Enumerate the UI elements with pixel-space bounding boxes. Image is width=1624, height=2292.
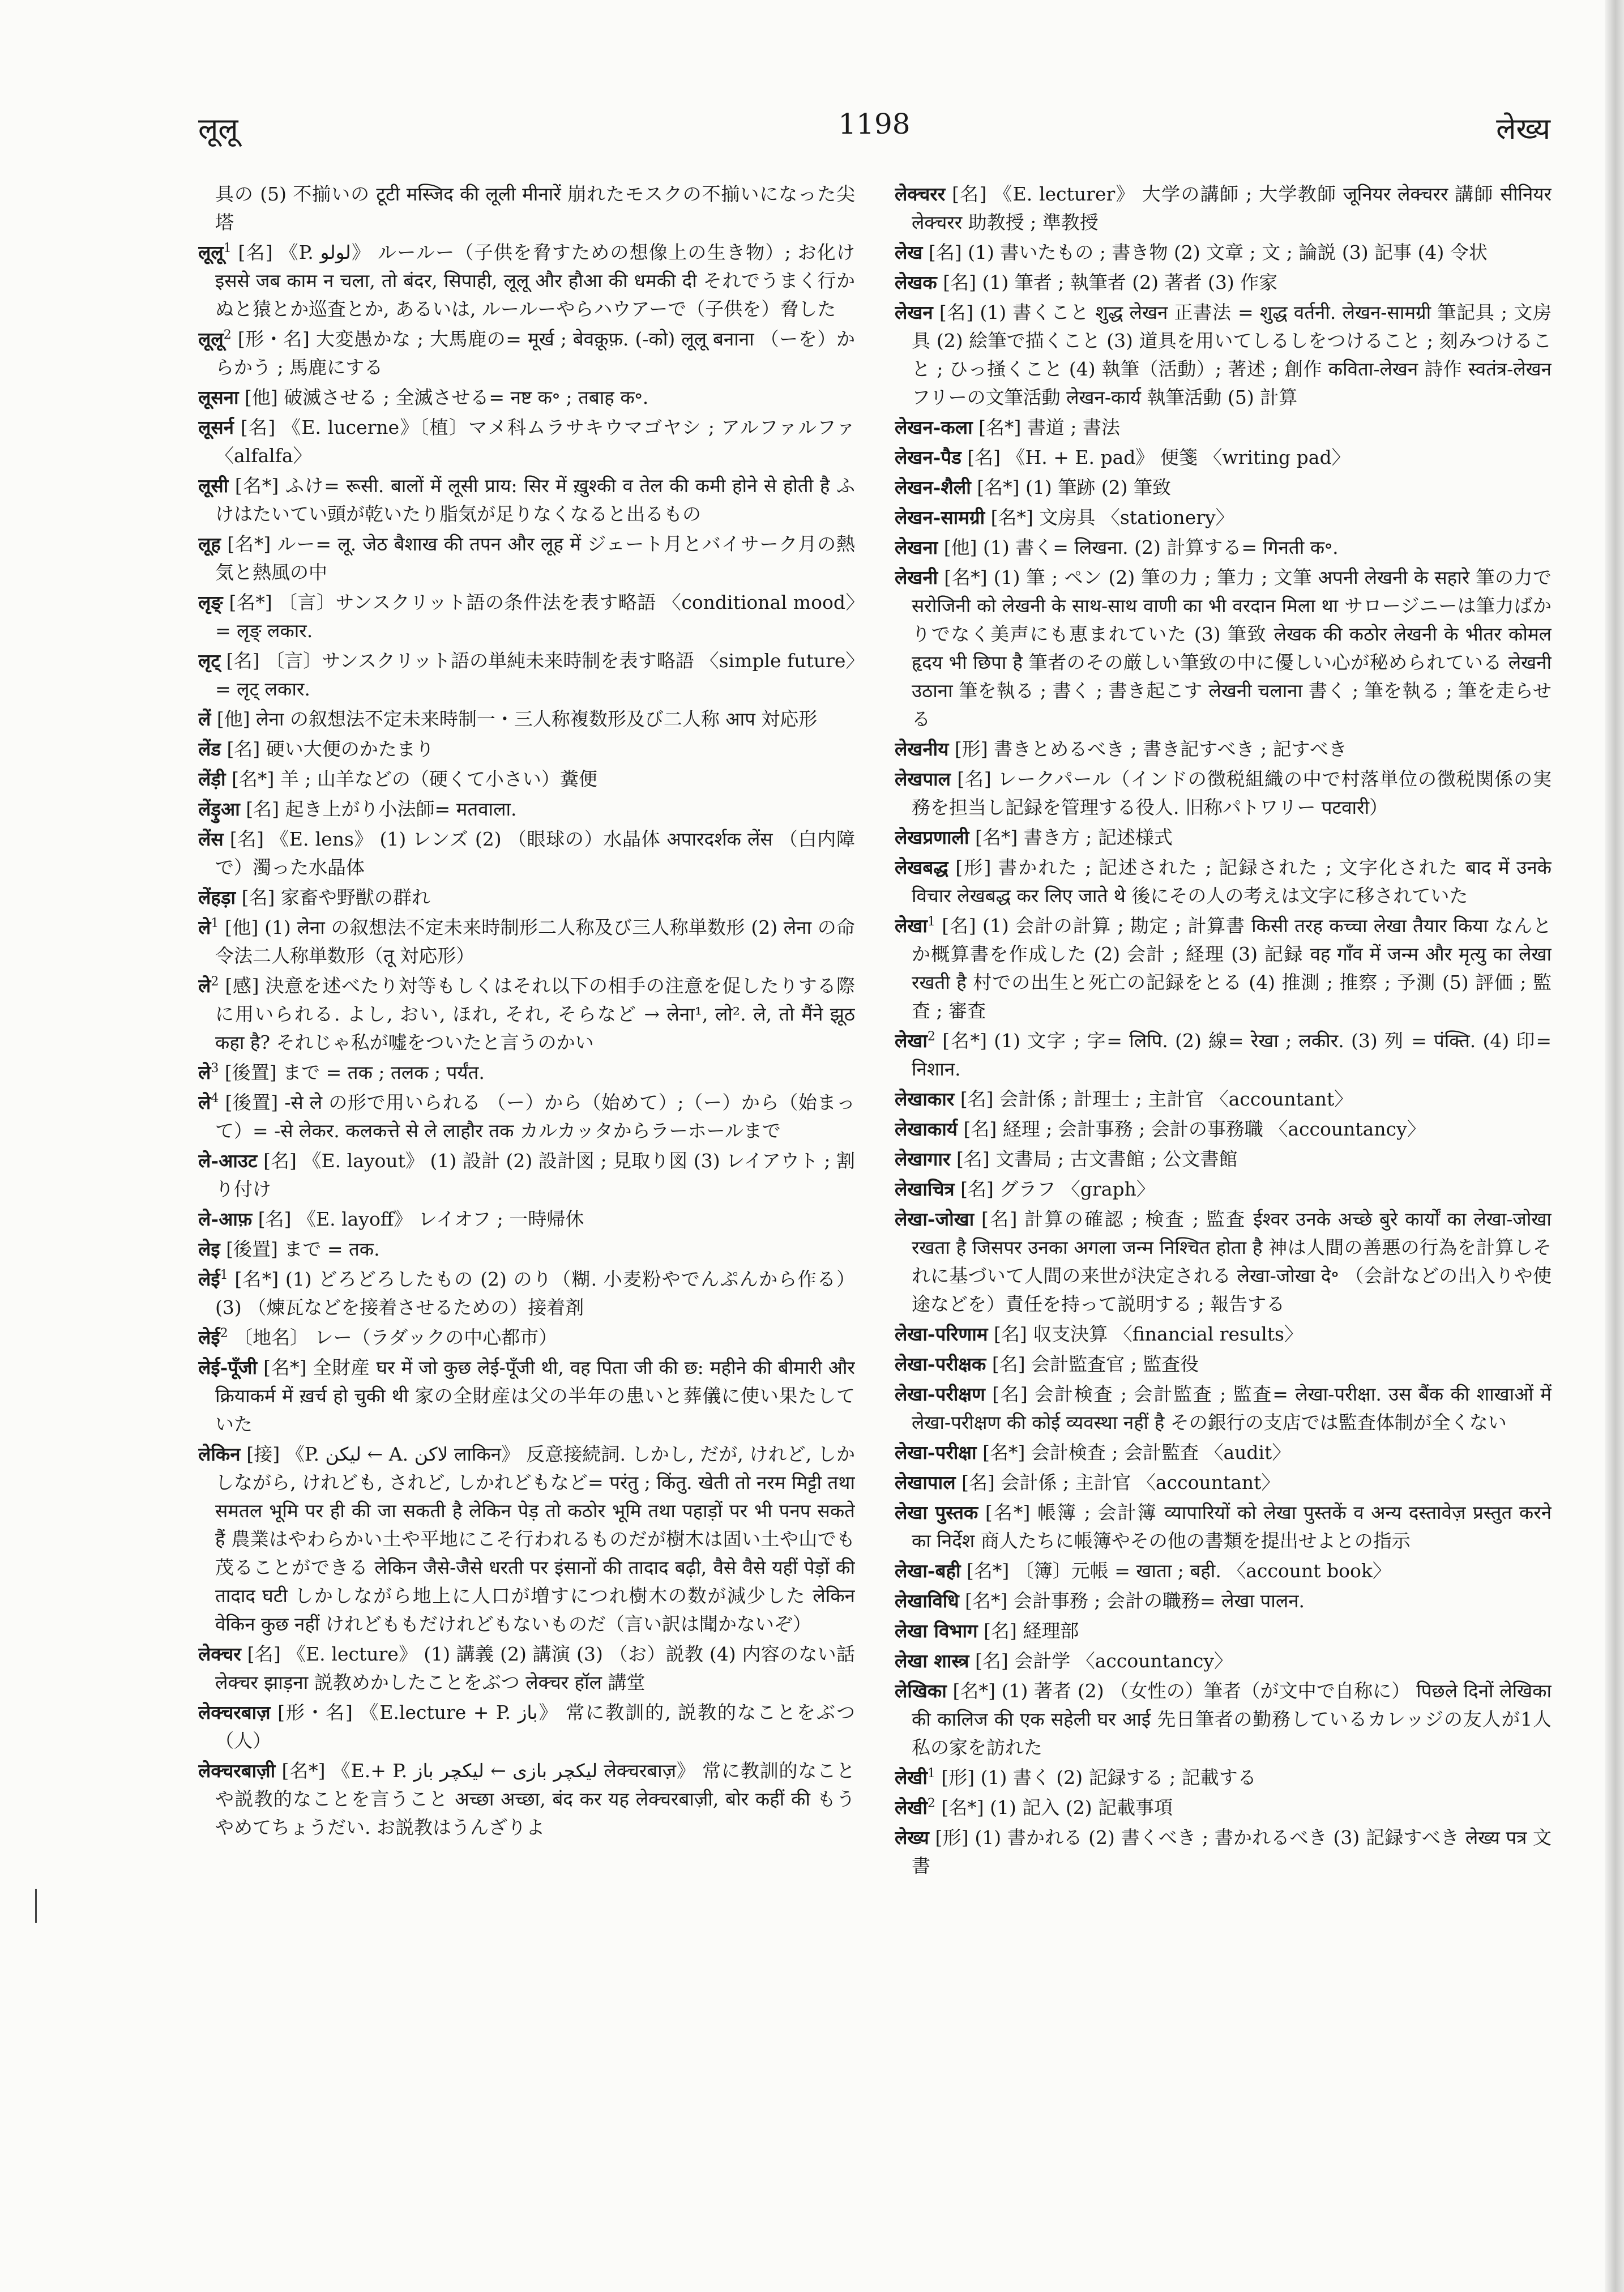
dictionary-entry [198, 1354, 855, 1439]
entry-headword: लेखाचित्र [895, 1178, 955, 1200]
entry-definition: 《E. layout》 (1) 設計 (2) 設計図 ; 見取り図 (3) レイアウト ; 割り付け [215, 1150, 855, 1200]
entry-headword: लूसर्न [198, 416, 234, 438]
entry-definition: 硬い大便のかたまり [266, 738, 434, 760]
part-of-speech-tag: [名] [943, 271, 976, 293]
part-of-speech-tag: [名] [975, 1650, 1008, 1672]
part-of-speech-tag: [名] [992, 1353, 1025, 1375]
entry-headword: लूसी [198, 475, 229, 497]
part-of-speech-tag: [形] [954, 738, 988, 760]
entry-definition: (1) 書くこと शुद्ध लेखन 正書法 = शुद्ध वर्तनी. लेखन-सामग्री 筆記具 ; 文房具 (2) 絵筆で描くこと (3) 道具を用いてしるしをつけること ; 刻みつけること ; ひっ掻くこと (4) 執筆（活動）; 著述 ; 創作 कविता-लेखन 詩作 स्वतंत्र-लेखन フリーの文筆活動 लेखन-कार्य 執筆活動 (5) 計算 [912, 301, 1552, 408]
dictionary-entry [198, 1265, 855, 1322]
dictionary-entry [895, 1439, 1552, 1467]
dictionary-entry [198, 825, 855, 882]
entry-definition: 〔言〕サンスクリット語の条件法を表す略語 〈conditional mood〉= लृङ् लकार. [215, 591, 855, 642]
entry-definition: 文書局 ; 古文書館 ; 公文書館 [995, 1148, 1238, 1170]
part-of-speech-tag: [他] [943, 536, 977, 558]
part-of-speech-tag: [名] [942, 915, 976, 937]
header-left-guideword: लूलू [198, 112, 238, 146]
entry-definition: 書道 ; 書法 [1027, 416, 1121, 438]
part-of-speech-tag: [名] [967, 446, 1001, 468]
homograph-number: 1 [220, 1268, 228, 1282]
dictionary-entry [895, 1587, 1552, 1615]
part-of-speech-tag: [他] [216, 708, 250, 730]
entry-headword: लेखी [895, 1796, 928, 1819]
dictionary-entry [895, 180, 1552, 237]
dictionary-entry [895, 1175, 1552, 1203]
dictionary-entry [895, 564, 1552, 733]
dictionary-entry [895, 1794, 1552, 1822]
part-of-speech-tag: [名] [263, 1150, 297, 1172]
dictionary-entry [895, 1677, 1552, 1762]
entry-definition: (1) 著者 (2) （女性の）筆者（が文中で自称に） पिछले दिनों लेखिका की कालिज की एक सहेली घर आई 先日筆者の勤務しているカレッジの友人が1人私の家を訪れた [912, 1680, 1552, 1759]
entry-headword: लृट् [198, 650, 221, 672]
dictionary-entry [198, 1757, 855, 1842]
page-header [198, 108, 1550, 153]
part-of-speech-tag: [名*] [229, 591, 272, 613]
entry-headword: ले-आउट [198, 1150, 258, 1172]
part-of-speech-tag: [名*] [232, 768, 275, 790]
entry-definition: (1) 書いたもの ; 書き物 (2) 文章 ; 文 ; 論説 (3) 記事 (4) 令状 [968, 241, 1488, 263]
part-of-speech-tag: [名] [939, 301, 974, 323]
part-of-speech-tag: [名*] [990, 506, 1033, 528]
margin-mark [35, 1889, 37, 1923]
entry-definition: 会計検査 ; 会計監査 〈audit〉 [1031, 1441, 1291, 1463]
dictionary-entry [895, 533, 1552, 562]
dictionary-entry [895, 1557, 1552, 1585]
part-of-speech-tag: [名] [992, 1383, 1028, 1405]
entry-definition: ルー= लू. जेठ बैशाख की तपन और लूह में ジェート月とバイサーク月の熱気と熱風の中 [215, 533, 855, 583]
part-of-speech-tag: [名] [952, 183, 987, 205]
entry-definition: レークパール（インドの徴税組織の中で村落単位の徴税関係の実務を担当し記録を管理する役人. 旧称パトワリー पटवारी） [912, 768, 1552, 818]
entry-headword: लेखा विभाग [895, 1620, 978, 1642]
entry-definition: 文房具 〈stationery〉 [1039, 506, 1234, 528]
entry-definition: 《E. lucerne》〔植〕マメ科ムラサキウマゴヤシ ; アルファルファ 〈alfalfa〉 [215, 416, 855, 467]
entry-definition: グラフ 〈graph〉 [999, 1178, 1155, 1200]
entry-definition: (1) 書かれる (2) 書くべき ; 書かれるべき (3) 記録すべき लेख्य पत्र 文書 [912, 1826, 1552, 1877]
entry-headword: लेंड [198, 738, 221, 760]
part-of-speech-tag: [名] [961, 1471, 995, 1493]
part-of-speech-tag: [形] [941, 1766, 975, 1789]
dictionary-entry [198, 180, 855, 237]
part-of-speech-tag: [名] [226, 650, 260, 672]
dictionary-entry [198, 383, 855, 412]
entry-headword: लेई-पूँजी [198, 1356, 258, 1378]
part-of-speech-tag: 〔地名〕 [234, 1326, 309, 1348]
homograph-number: 3 [211, 1061, 219, 1075]
dictionary-entry [895, 1469, 1552, 1497]
part-of-speech-tag: [名*] [227, 533, 271, 555]
entry-definition: 《E. lecture》 (1) 講義 (2) 講演 (3) （お）説教 (4) 内容のない話 लेक्चर झाड़ना 説教めかしたことをぶつ लेक्चर हॉल 講堂 [215, 1643, 855, 1693]
entry-definition: 会計監査官 ; 監査役 [1031, 1353, 1199, 1375]
part-of-speech-tag: [名] [957, 768, 992, 790]
entry-headword: लेखनी [895, 566, 938, 588]
dictionary-entry [895, 1764, 1552, 1792]
homograph-number: 4 [211, 1091, 219, 1106]
part-of-speech-tag: [名] [247, 1643, 281, 1665]
entry-headword: लेखन-पैड [895, 446, 961, 468]
entry-definition: 帳簿 ; 会計簿 व्यापारियों को लेखा पुस्तकें व अन्य दस्तावेज़ प्रस्तुत करने का निर्देश 商人たちに帳簿やその他の書類を提出せよとの指示 [912, 1501, 1552, 1552]
dictionary-entry [895, 823, 1552, 852]
dictionary-entry [895, 1115, 1552, 1143]
dictionary-entry [895, 1617, 1552, 1645]
entry-headword: लेखन [895, 301, 933, 323]
part-of-speech-tag: [名] [960, 1178, 994, 1200]
dictionary-entry [895, 765, 1552, 822]
dictionary-entry [895, 1027, 1552, 1083]
entry-definition: 大変愚かな ; 大馬鹿の= मूर्ख ; बेवक़ूफ़. (-को) लूलू बनाना （ーを）からかう ; 馬鹿にする [215, 328, 855, 378]
entry-definition: (1) どろどろしたもの (2) のり（糊. 小麦粉やでんぷんから作る） (3) （煉瓦などを接着させるための）接着剤 [215, 1268, 855, 1318]
entry-headword: लेखा [895, 1030, 928, 1052]
dictionary-entry [895, 1350, 1552, 1378]
dictionary-entry [895, 473, 1552, 502]
dictionary-entry [895, 1085, 1552, 1113]
entry-definition: まで = तक. [284, 1238, 380, 1260]
entry-headword: लूह [198, 533, 221, 555]
entry-headword: लें [198, 708, 211, 730]
dictionary-entry [198, 1324, 855, 1352]
homograph-number: 2 [927, 1796, 935, 1811]
dictionary-entry [895, 238, 1552, 267]
entry-headword: लेखना [895, 536, 938, 558]
entry-headword: लृङ् [198, 591, 223, 613]
entry-definition: 起き上がり小法師= मतवाला. [285, 798, 517, 820]
part-of-speech-tag: [名] [229, 828, 264, 850]
entry-definition: 会計係 ; 主計官 〈accountant〉 [1001, 1471, 1280, 1493]
entry-headword: लेक्चरबाज़ [198, 1701, 271, 1723]
part-of-speech-tag: [他] [225, 916, 259, 938]
entry-definition: 経理 ; 会計事務 ; 会計の事務職 〈accountancy〉 [1002, 1118, 1426, 1140]
dictionary-entry [198, 1089, 855, 1145]
entry-headword: लेखन-शैली [895, 476, 971, 498]
part-of-speech-tag: [後置] [226, 1238, 278, 1260]
entry-headword: ले [198, 975, 211, 997]
entry-definition: 《E. lecturer》 大学の講師 ; 大学教師 जूनियर लेक्चरर 講師 सीनियर लेक्चरर 助教授 ; 準教授 [912, 183, 1552, 233]
dictionary-entry [198, 705, 855, 733]
homograph-number: 1 [927, 1766, 935, 1781]
part-of-speech-tag: [名*] [234, 475, 279, 497]
part-of-speech-tag: [名*] [985, 1501, 1031, 1523]
entry-headword: लेंहड़ा [198, 886, 236, 908]
entry-definition: 〔言〕サンスクリット語の単純未来時制を表す略語 〈simple future〉= लृट् लकार. [215, 650, 855, 700]
part-of-speech-tag: [名*] [263, 1356, 307, 1378]
part-of-speech-tag: [名*] [952, 1680, 995, 1702]
right-column [895, 180, 1552, 2117]
part-of-speech-tag: [名] [258, 1208, 292, 1230]
entry-headword: लेखा [895, 915, 928, 937]
entry-headword: लेखक [895, 271, 937, 293]
entry-definition: 《E. lens》 (1) レンズ (2) （眼球の）水晶体 अपारदर्शक लेंस （白内障で）濁った水晶体 [215, 828, 855, 878]
dictionary-entry [895, 853, 1552, 910]
entry-definition: (1) 筆 ; ペン (2) 筆の力 ; 筆力 ; 文筆 अपनी लेखनी के सहारे 筆の力で सरोजिनी को लेखनी के साथ-साथ वाणी का भी वरदान मिला था サロージニーは筆力ばかりでなく美声にも恵まれていた (3) 筆致 लेखक की कठोर लेखनी के भीतर कोमल हृदय भी छिपा है 筆者のその厳しい筆致の中に優しい心が秘められている लेखनी उठाना 筆を執る ; 書く ; 書き起こす लेखनी चलाना 書く ; 筆を執る ; 筆を走らせる [912, 566, 1552, 730]
part-of-speech-tag: [形] [955, 856, 992, 878]
dictionary-entry [198, 325, 855, 382]
entry-definition: (1) 書く= लिखना. (2) 計算する= गिनती क॰. [982, 536, 1339, 558]
dictionary-entry [895, 735, 1552, 763]
part-of-speech-tag: [名*] [975, 826, 1018, 848]
entry-headword: लेखा-बही [895, 1560, 961, 1582]
entry-definition: 決意を述べたり対等もしくはそれ以下の相手の注意を促したりする際に用いられる. よし, おい, ほれ, それ, そらなど → लेना¹, लो². ले, तो मैंने झूठ कहा है? それじゃ私が嘘をついたと言うのかい [215, 975, 855, 1053]
part-of-speech-tag: [名*] [978, 416, 1022, 438]
part-of-speech-tag: [形・名] [237, 328, 310, 350]
entry-definition: (1) 筆者 ; 執筆者 (2) 著者 (3) 作家 [982, 271, 1278, 293]
part-of-speech-tag: [名] [238, 241, 273, 263]
dictionary-entry [895, 268, 1552, 297]
entry-definition: 《H. + E. pad》 便箋 〈writing pad〉 [1006, 446, 1351, 468]
entry-headword: लेंस [198, 828, 224, 850]
homograph-number: 2 [223, 328, 232, 342]
entry-definition: (1) 記入 (2) 記載事項 [990, 1796, 1173, 1819]
entry-headword: लेखाविधि [895, 1590, 959, 1612]
part-of-speech-tag: [名] [956, 1148, 990, 1170]
part-of-speech-tag: [名] [241, 886, 275, 908]
dictionary-entry [895, 503, 1552, 532]
entry-definition: 書かれた ; 記述された ; 記録された ; 文字化された बाद में उनके विचार लेखबद्ध कर लिए जाते थे 後にその人の考えは文字に移されていた [912, 856, 1552, 907]
entry-definition: 具の (5) 不揃いの टूटी मस्जिद की लूली मीनारें 崩れたモスクの不揃いになった尖塔 [215, 183, 855, 233]
dictionary-entry [198, 530, 855, 587]
dictionary-entry [198, 413, 855, 470]
entry-headword: ले [198, 1061, 211, 1083]
entry-headword: लेखबद्ध [895, 856, 948, 878]
entry-definition: (1) 会計の計算 ; 勘定 ; 計算書 किसी तरह कच्चा लेखा तैयार किया なんとか概算書を作成した (2) 会計 ; 経理 (3) 記録 वह गाँव में जन्म और मृत्यु का लेखा रखती है 村での出生と死亡の記録をとる (4) 推測 ; 推察 ; 予測 (5) 評価 ; 監査 ; 審査 [912, 915, 1552, 1022]
entry-headword: लेखा-परीक्षण [895, 1383, 985, 1405]
entry-definition: 会計検査 ; 会計監査 ; 監査= लेखा-परीक्षा. उस बैंक की शाखाओं में लेखा-परीक्षण की कोई व्यवस्था नहीं है その銀行の支店では監査体制が全くない [912, 1383, 1552, 1433]
dictionary-entry [198, 972, 855, 1057]
entry-definition: 《E. layoff》 レイオフ ; 一時帰休 [297, 1208, 584, 1230]
homograph-number: 1 [211, 916, 219, 931]
dictionary-entry [895, 443, 1552, 472]
entry-definition: 《E.+ P. لیکچر بازی ← لیکچر باز लेक्चरबाज़》 常に教訓的なことや説教的なことを言うこと अच्छा अच्छा, बंद कर यह लेक्चरबाज़ी, बोर कहीं की もうやめてちょうだい. お説教はうんざりよ [215, 1760, 855, 1838]
homograph-number: 1 [927, 915, 935, 929]
entry-headword: लेई [198, 1268, 220, 1290]
part-of-speech-tag: [名*] [234, 1268, 279, 1290]
entry-headword: लेखा-परिणाम [895, 1323, 988, 1345]
part-of-speech-tag: [名*] [941, 1796, 984, 1819]
part-of-speech-tag: [名*] [977, 476, 1020, 498]
dictionary-entry [895, 1824, 1552, 1880]
homograph-number: 2 [220, 1326, 228, 1341]
entry-definition: 会計事務 ; 会計の職務= लेखा पालन. [1013, 1590, 1305, 1612]
entry-headword: लेंड़ुआ [198, 798, 240, 820]
entry-headword: लेख [895, 241, 923, 263]
part-of-speech-tag: [名*] [944, 566, 988, 588]
entry-definition: 書き方 ; 記述様式 [1023, 826, 1173, 848]
entry-headword: लेखप्रणाली [895, 826, 969, 848]
dictionary-entry [895, 1205, 1552, 1318]
entry-headword: लेक्चरबाज़ी [198, 1760, 276, 1782]
entry-headword: लूलू [198, 328, 224, 350]
part-of-speech-tag: [名*] [982, 1441, 1025, 1463]
entry-definition: ふけ= रूसी. बालों में लूसी प्राय: सिर में ख़ुश्की व तेल की कमी होने से होती है ふけはたいてい頭が乾いたり脂気が足りなくなると出るもの [215, 475, 855, 525]
page-gutter-shadow [1605, 0, 1624, 2292]
entry-definition: (1) 文字 ; 字= लिपि. (2) 線= रेखा ; लकीर. (3) 列 = पंक्ति. (4) 印= निशान. [912, 1030, 1552, 1080]
entry-headword: लेक्चरर [895, 183, 946, 205]
page-number: 1198 [838, 108, 911, 140]
part-of-speech-tag: [感] [225, 975, 259, 997]
entry-headword: लेख्य [895, 1826, 929, 1849]
part-of-speech-tag: [他] [245, 386, 278, 408]
entry-headword: लेक्चर [198, 1643, 241, 1665]
part-of-speech-tag: [名] [240, 416, 276, 438]
entry-headword: ले [198, 1091, 211, 1113]
dictionary-entry [198, 588, 855, 645]
left-column [198, 180, 855, 2117]
dictionary-entry [198, 472, 855, 528]
dictionary-entry [895, 1499, 1552, 1555]
entry-headword: लेखा शास्त्र [895, 1650, 969, 1672]
dictionary-entry [895, 1380, 1552, 1437]
entry-definition: 計算の確認 ; 検査 ; 監査 ईश्वर उनके अच्छे बुरे कार्यों का लेखा-जोखा रखता है जिसपर उनका अगला जन्म निश्चित होता है 神は人間の善悪の行為を計算しそれに基づいて人間の来世が決定される लेखा-जोखा दे॰ （会計などの出入りや使途などを）責任を持って説明する ; 報告する [912, 1208, 1552, 1315]
dictionary-entry [895, 413, 1552, 442]
part-of-speech-tag: [名] [981, 1208, 1018, 1230]
entry-definition: まで = तक ; तलक ; पर्यंत. [283, 1061, 485, 1083]
entry-definition: 全財産 घर में जो कुछ लेई-पूँजी थी, वह पिता जी की छ: महीने की बीमारी और क्रियाकर्म में ख़र्च हो चुकी थी 家の全財産は父の半年の患いと葬儀に使い果たしていた [215, 1356, 855, 1435]
dictionary-entry [198, 1235, 855, 1264]
dictionary-entry [198, 647, 855, 703]
entry-headword: लेखा-परीक्षक [895, 1353, 986, 1375]
part-of-speech-tag: [名] [226, 738, 260, 760]
part-of-speech-tag: [名] [984, 1620, 1017, 1642]
entry-definition: (1) 筆跡 (2) 筆致 [1025, 476, 1171, 498]
entry-headword: लेखनीय [895, 738, 949, 760]
dictionary-entry [198, 1440, 855, 1638]
entry-headword: लेखापाल [895, 1471, 956, 1493]
part-of-speech-tag: [形・名] [277, 1701, 353, 1723]
part-of-speech-tag: [後置] [225, 1091, 279, 1113]
entry-headword: लेंड़ी [198, 768, 226, 790]
part-of-speech-tag: [形] [935, 1826, 969, 1849]
entry-headword: लेई [198, 1326, 220, 1348]
dictionary-entry [198, 735, 855, 763]
part-of-speech-tag: [名*] [942, 1030, 987, 1052]
entry-definition: 家畜や野獣の群れ [280, 886, 430, 908]
entry-headword: लूसना [198, 386, 239, 408]
entry-headword: लेखा पुस्तक [895, 1501, 978, 1523]
entry-definition: 《P. لیکن ← A. لاکن लाकिन》 反意接続詞. しかし, だが, けれど, しかしながら, けれども, されど, しかれどもなど= परंतु ; किंतु. खेती तो नरम मिट्टी तथा समतल भूमि पर ही की जा सकती है लेकिन पेड़ तो कठोर भूमि तथा पहाड़ों पर भी पनप सकते हैं 農業はやわらかい土や平地にこそ行われるものだが樹木は固い土や山でも茂ることができる लेकिन जैसे-जैसे धरती पर इंसानों की तादाद बढ़ी, वैसे वैसे यहीं पेड़ों की तादाद घटी しかしながら地上に人口が増すにつれ樹木の数が減少した लेकिन वेकिन कुछ नहीं けれどももだけれどもないものだ（言い訳は聞かないぞ） [215, 1443, 855, 1635]
entry-definition: 《P. لولو》 ルールー（子供を脅すための想像上の生き物）; お化け इससे जब काम न चला, तो बंदर, सिपाही, लूलू और हौआ की धमकी दी それでうまく行かぬと猿とか巡査とか, あるいは, ルールーやらハウアーで（子供を）脅した [215, 241, 855, 320]
dictionary-entry [198, 795, 855, 823]
dictionary-entry [895, 1145, 1552, 1173]
entry-headword: लेइ [198, 1238, 220, 1260]
entry-headword: लेखी [895, 1766, 928, 1789]
part-of-speech-tag: [名] [960, 1088, 994, 1110]
homograph-number: 2 [927, 1030, 935, 1044]
entry-definition: 書きとめるべき ; 書き記すべき ; 記すべき [994, 738, 1348, 760]
entry-headword: लेखन-सामग्री [895, 506, 985, 528]
dictionary-entry [895, 298, 1552, 412]
entry-headword: लूलू [198, 241, 224, 263]
dictionary-entry [198, 765, 855, 793]
entry-definition: -से ले の形で用いられる （ー）から（始めて）;（ー）から（始まって）= -से लेकर. कलकत्ते से ले लाहौर तक カルカッタからラーホールまで [215, 1091, 855, 1142]
part-of-speech-tag: [名] [928, 241, 962, 263]
dictionary-entry [895, 1647, 1552, 1675]
dictionary-entry [198, 1147, 855, 1203]
entry-definition: レー（ラダックの中心都市） [314, 1326, 558, 1348]
entry-headword: लेखागार [895, 1148, 951, 1170]
entry-definition: 収支決算 〈financial results〉 [1033, 1323, 1303, 1345]
entry-headword: लेखा-जोखा [895, 1208, 975, 1230]
entry-definition: 会計学 〈accountancy〉 [1014, 1650, 1233, 1672]
entry-headword: लेखपाल [895, 768, 951, 790]
entry-headword: ले [198, 916, 211, 938]
homograph-number: 2 [211, 975, 219, 989]
entry-definition: 《E.lecture + P. باز》 常に教訓的, 説教的なことをぶつ（人） [215, 1701, 855, 1752]
part-of-speech-tag: [名] [963, 1118, 997, 1140]
entry-definition: 羊 ; 山羊などの（硬くて小さい）糞便 [280, 768, 597, 790]
entry-headword: लेखाकार्य [895, 1118, 958, 1140]
dictionary-entry [198, 914, 855, 970]
entry-headword: लेकिन [198, 1443, 241, 1465]
entry-headword: लेखन-कला [895, 416, 973, 438]
entry-headword: लेखाकार [895, 1088, 955, 1110]
entry-definition: लेना の叙想法不定未来時制一・三人称複数形及び二人称 आप 対応形 [256, 708, 818, 730]
dictionary-entry [198, 1058, 855, 1087]
part-of-speech-tag: [接] [246, 1443, 280, 1465]
dictionary-entry [198, 1205, 855, 1234]
part-of-speech-tag: [名] [246, 798, 280, 820]
entry-definition: 会計係 ; 計理士 ; 主計官 〈accountant〉 [999, 1088, 1353, 1110]
dictionary-entry [198, 883, 855, 912]
header-right-guideword: लेख्य [1496, 112, 1550, 146]
part-of-speech-tag: [名*] [281, 1760, 326, 1782]
dictionary-entry [895, 912, 1552, 1025]
dictionary-entry [198, 1698, 855, 1755]
homograph-number: 1 [223, 241, 232, 255]
part-of-speech-tag: [名*] [965, 1590, 1008, 1612]
entry-headword: लेखा-परीक्षा [895, 1441, 977, 1463]
dictionary-entry [198, 238, 855, 323]
entry-definition: 経理部 [1023, 1620, 1079, 1642]
entry-definition: 破滅させる ; 全滅させる= नष्ट क॰ ; तबाह क॰. [284, 386, 649, 408]
entry-headword: ले-आफ़ [198, 1208, 253, 1230]
dictionary-entry [895, 1320, 1552, 1348]
part-of-speech-tag: [名] [994, 1323, 1027, 1345]
dictionary-entry [198, 1640, 855, 1697]
entry-definition: (1) 書く (2) 記録する ; 記載する [980, 1766, 1257, 1789]
part-of-speech-tag: [名*] [967, 1560, 1010, 1582]
entry-definition: (1) लेना の叙想法不定未来時制形二人称及び三人称単数形 (2) लेना の命令法二人称単数形（तू 対応形） [215, 916, 855, 967]
entry-definition: 〔簿〕元帳 = खाता ; बही. 〈account book〉 [1015, 1560, 1391, 1582]
entry-headword: लेखिका [895, 1680, 947, 1702]
part-of-speech-tag: [後置] [224, 1061, 277, 1083]
